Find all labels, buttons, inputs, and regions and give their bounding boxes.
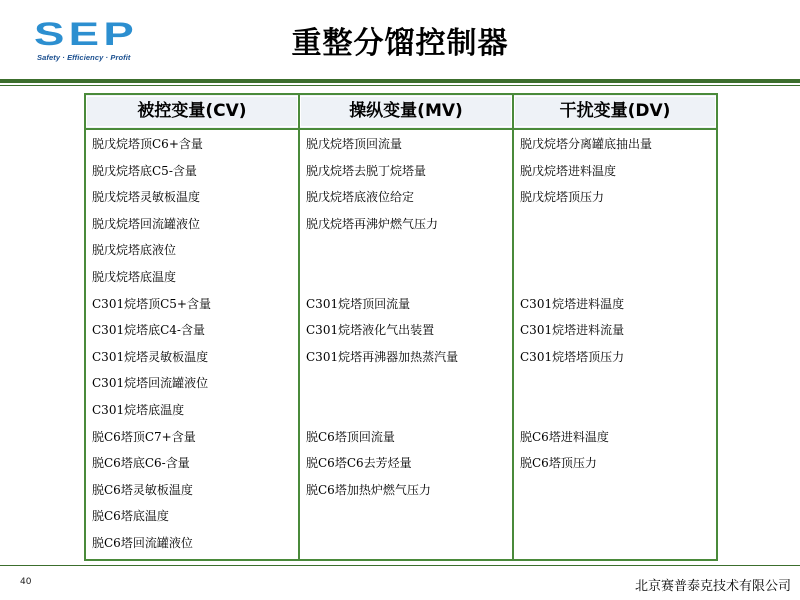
list-item: 脱戊烷塔顶压力 [520,190,605,205]
list-item [520,505,716,532]
controller-variable-table [84,93,716,561]
header-mv [299,94,513,129]
table-body-row [85,129,717,560]
list-item [306,399,512,426]
company-name: 北京赛普泰克技术有限公司 [634,579,791,594]
list-item: C301烷塔顶C5+含量 [92,296,211,311]
list-item: 脱C6塔C6去芳烃量 [306,456,412,471]
table-header-row [85,94,717,129]
list-item: 脱戊烷塔底液位给定 [306,190,415,205]
header-divider-thin [0,85,800,86]
list-item: C301烷塔再沸器加热蒸汽量 [306,349,459,364]
list-item: 脱戊烷塔底液位 [92,243,177,258]
footer-divider [0,565,800,566]
header-dv [513,94,717,129]
list-item: 脱C6塔顶压力 [520,456,597,471]
list-item [520,532,716,559]
list-item: 脱戊烷塔去脱丁烷塔量 [306,163,427,178]
variable-table [84,93,718,561]
list-item [520,372,716,399]
list-item [520,266,716,293]
header-divider [0,79,800,83]
dv-column [513,129,717,560]
list-item [520,213,716,240]
mv-column [299,129,513,560]
list-item: 脱C6塔底C6-含量 [92,456,190,471]
list-item: 脱戊烷塔再沸炉燃气压力 [306,216,439,231]
list-item: 脱C6塔进料温度 [520,429,609,444]
list-item [306,239,512,266]
logo-tagline: Safety · Efficiency · Profit [37,53,131,62]
logo-text: SEP [34,18,138,52]
list-item: 脱C6塔底温度 [92,509,169,524]
list-item [520,239,716,266]
list-item [306,532,512,559]
list-item: 脱戊烷塔顶C6+含量 [92,137,203,151]
header-cv [85,94,299,129]
list-item [306,372,512,399]
list-item [520,479,716,506]
list-item [306,505,512,532]
list-item: 脱C6塔灵敏板温度 [92,482,193,497]
list-item: C301烷塔底温度 [92,402,185,417]
list-item: 脱戊烷塔顶回流量 [306,137,403,151]
list-item: 脱C6塔回流罐液位 [92,535,193,550]
list-item: 脱C6塔顶C7+含量 [92,429,196,444]
list-item: 脱戊烷塔进料温度 [520,163,617,178]
list-item: 脱戊烷塔底C5-含量 [92,163,197,178]
list-item: C301烷塔底C4-含量 [92,323,205,338]
list-item: 脱戊烷塔回流罐液位 [92,216,201,231]
list-item: 脱戊烷塔分离罐底抽出量 [520,137,653,151]
page-number: 40 [20,577,32,587]
list-item: 脱C6塔加热炉燃气压力 [306,482,431,497]
list-item [520,399,716,426]
list-item: C301烷塔进料流量 [520,323,625,338]
list-item: C301烷塔进料温度 [520,296,625,311]
header-cv-label: 被控变量(CV) [86,96,298,127]
list-item [306,266,512,293]
list-item: 脱C6塔顶回流量 [306,429,395,444]
list-item: C301烷塔回流罐液位 [92,376,209,391]
list-item: C301烷塔顶回流量 [306,296,411,311]
page-title: 重整分馏控制器 [291,26,509,61]
header-mv-label: 操纵变量(MV) [300,96,512,127]
cv-column [85,129,299,560]
header-dv-label: 干扰变量(DV) [514,96,716,127]
list-item: C301烷塔灵敏板温度 [92,349,209,364]
list-item: 脱戊烷塔底温度 [92,269,177,284]
list-item: 脱戊烷塔灵敏板温度 [92,190,201,205]
list-item: C301烷塔塔顶压力 [520,349,625,364]
list-item: C301烷塔液化气出装置 [306,323,435,338]
